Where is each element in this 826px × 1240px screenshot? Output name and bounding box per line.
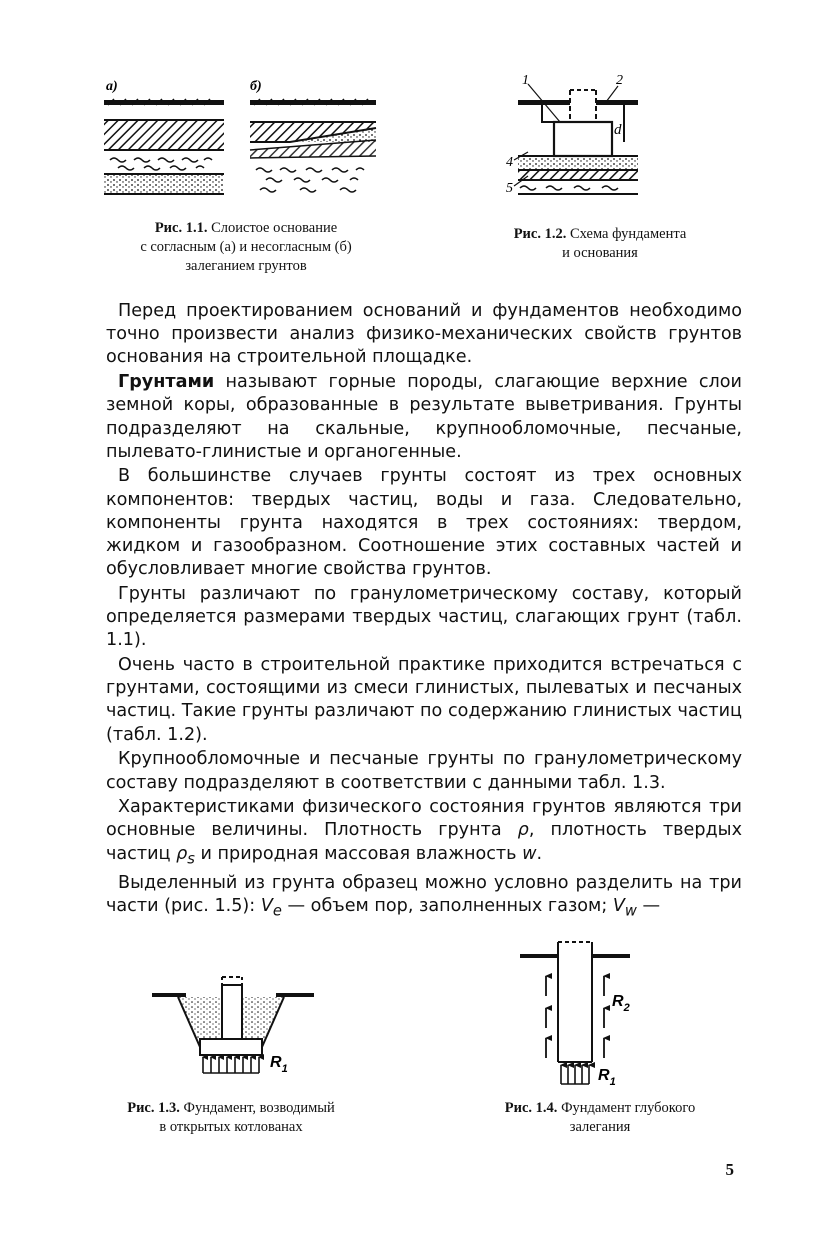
figure-1-4 [516,938,636,1090]
figure-1-1-caption-line1: Слоистое основание [207,220,338,236]
figure-1-2-caption-line1: Схема фундамента [566,226,687,242]
figure-1-3-caption [86,1099,376,1137]
figure-1-1-caption-line3: залеганием грунтов [185,258,307,274]
figure-1-3-caption-label: Рис. 1.3. [127,1100,180,1116]
figure-1-3-drawing [148,975,328,1085]
paragraph-4: Грунты различают по гранулометрическому составу, который определяется размерами твердых частиц, слагающих грунт (табл. 1.1). [106,583,742,651]
figure-1-2-caption [470,225,730,263]
page-number: 5 [725,1160,734,1179]
figure-1-1-drawing [100,78,390,208]
figure-1-2 [498,72,648,204]
force-r1-sub: 1 [281,1063,288,1075]
symbol-vw-sub: w [624,902,637,920]
force-r1b-letter: R [598,1067,610,1084]
label-b: б) [250,79,262,94]
force-r1b-sub: 1 [609,1076,616,1088]
symbol-w: w [522,843,537,864]
marker-d: d [614,122,622,138]
force-r1-label [270,1054,288,1075]
force-r2-label [612,993,630,1014]
force-r1-letter: R [270,1054,282,1071]
symbol-vw: V [612,896,625,917]
marker-1: 1 [522,73,529,88]
paragraph-8-b: — объем пор, заполненных газом; [281,896,613,917]
marker-5: 5 [506,181,513,196]
figure-1-1-caption-line2: с согласным (а) и несогласным (б) [140,239,352,255]
paragraph-2-rest: называют горные породы, слагающие верхние слои земной коры, образованные в результате выветривания. Грунты подразделяют на скальные, крупнообломочные, песчаные, пылевато-глинистые и органогенные. [106,372,742,462]
paragraph-1: Перед проектированием оснований и фундаментов необходимо точно произвести анализ физико-механических свойств грунтов основания на строительной площадке. [106,301,742,368]
term-grunty: Грунтами [118,372,215,393]
figure-1-4-caption-line1: Фундамент глубокого [557,1100,696,1116]
paragraph-7-b: , плотность твердых частиц [106,820,742,864]
paragraph-8-a: Выделенный из грунта образец можно условно разделить на три части (рис. 1.5): [106,872,742,917]
figure-1-1-caption-label: Рис. 1.1. [154,220,208,236]
body-text [106,300,742,924]
marker-4: 4 [506,155,513,170]
paragraph-5: Очень часто в строительной практике приходится встречаться с грунтами, состоящими из смеси глинистых, пылеватых и песчаных частиц. Такие грунты различают по содержанию глинистых частиц (табл. 1.2). [106,655,742,745]
figure-1-3-caption-line2: в открытых котлованах [159,1119,303,1135]
paragraph-7-d: . [536,843,543,864]
label-a: а) [106,79,118,94]
figure-1-2-drawing [498,72,648,204]
symbol-ve-sub: e [272,902,282,920]
figure-1-2-caption-line2: и основания [562,245,638,261]
symbol-rho-s: ρ [176,843,188,864]
paragraph-6: Крупнообломочные и песчаные грунты по гранулометрическому составу подразделяют в соответствии с данными табл. 1.3. [106,749,742,793]
paragraph-7 [106,796,742,870]
paragraph-7-c: и природная массовая влажность [194,843,523,864]
figure-1-4-drawing [516,938,636,1090]
paragraph-8 [106,872,742,923]
paragraph-2 [106,371,742,464]
paragraph-3: В большинстве случаев грунты состоят из трех основных компонентов: твердых частиц, воды и газа. Следовательно, компоненты грунта находятся в трех состояниях: твердом, жидком и газообразном. Соотношение этих составных частей и обусловливает многие свойства грунтов. [106,466,742,580]
force-r1b-label [598,1067,616,1088]
figure-1-4-caption-label: Рис. 1.4. [504,1100,558,1116]
figure-1-3 [148,975,328,1085]
layers-a [104,99,224,194]
paragraph-8-c: — [636,896,661,917]
symbol-rho: ρ [517,820,529,841]
force-r2-letter: R [612,993,624,1010]
figure-1-2-caption-label: Рис. 1.2. [513,226,567,242]
force-r2-sub: 2 [623,1002,630,1014]
figure-1-1-caption [96,219,396,276]
layers-b [250,99,376,192]
symbol-ve: V [260,896,273,917]
figure-1-3-caption-line1: Фундамент, возводимый [179,1100,335,1116]
figure-1-4-caption-line2: залегания [569,1119,631,1135]
marker-2: 2 [616,73,623,88]
figure-1-4-caption [468,1099,732,1137]
paragraph-7-a: Характеристиками физического состояния грунтов являются три основные величины. Плотность грунта [106,797,742,841]
symbol-rho-s-sub: s [187,850,195,868]
figure-1-1 [100,78,390,208]
